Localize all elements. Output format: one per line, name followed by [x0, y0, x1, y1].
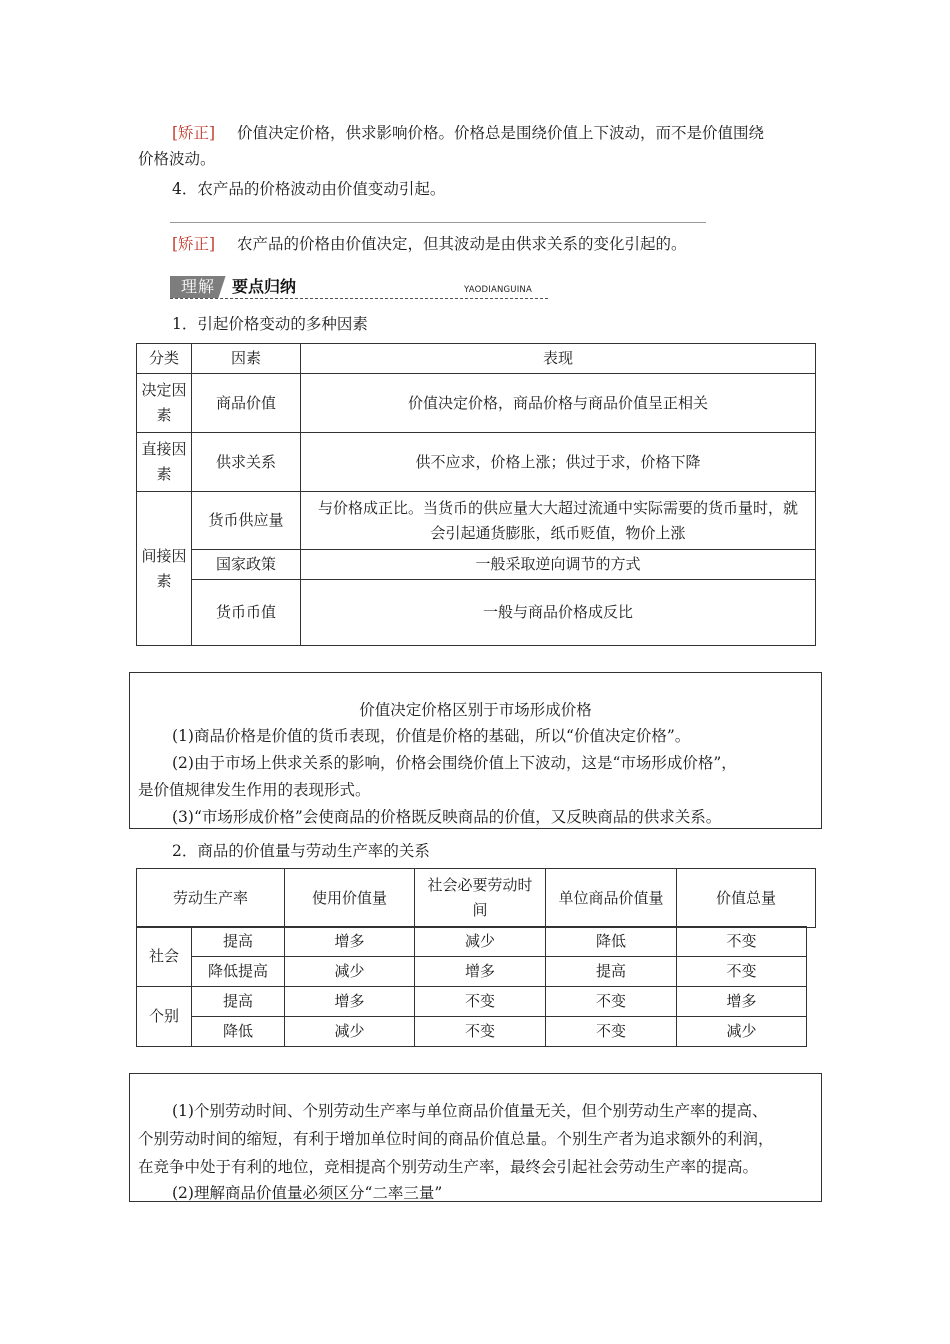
- table-header: 社会必要劳动时间: [415, 869, 546, 928]
- table-header: 因素: [192, 344, 301, 374]
- table-header: 表现: [301, 344, 816, 374]
- note-para-cont: 个别劳动时间的缩短，有利于增加单位时间的商品价值总量。个别生产者为追求额外的利润，: [138, 1130, 774, 1148]
- table-cell: 降低: [546, 927, 677, 957]
- table-header: 单位商品价值量: [546, 869, 677, 928]
- table-cell: 降低: [192, 1017, 285, 1047]
- correction-text-cont: 价格波动。: [138, 150, 216, 168]
- correction-tag: [矫正]: [172, 124, 216, 142]
- note-para-cont: 在竞争中处于有利的地位，竞相提高个别劳动生产率，最终会引起社会劳动生产率的提高。: [138, 1158, 759, 1176]
- table-cell: 增多: [415, 957, 546, 987]
- table-cell-category: 直接因素: [137, 433, 192, 492]
- note-box-productivity: [129, 1073, 822, 1202]
- table-cell: 不变: [415, 987, 546, 1017]
- table-cell: 提高: [546, 957, 677, 987]
- note-box-value-vs-market: [129, 672, 822, 829]
- section-title: 要点归纳: [232, 277, 297, 296]
- table-cell: 不变: [677, 957, 807, 987]
- table-cell: 减少: [415, 927, 546, 957]
- table-cell: 减少: [677, 1017, 807, 1047]
- price-factors-table: [136, 343, 816, 646]
- table-header: 使用价值量: [285, 869, 415, 928]
- table-cell: 增多: [285, 927, 415, 957]
- table-cell-category: 决定因素: [137, 374, 192, 433]
- productivity-table-body: [136, 926, 807, 1047]
- correction-4: [172, 231, 812, 257]
- note-para: (1)个别劳动时间、个别劳动生产率与单位商品价值量无关，但个别劳动生产率的提高、: [172, 1102, 768, 1120]
- correction-tag: [矫正]: [172, 235, 216, 253]
- note-para: (1)商品价格是价值的货币表现，价值是价格的基础，所以“价值决定价格”。: [172, 727, 691, 745]
- table-cell: 不变: [546, 987, 677, 1017]
- table-cell-factor: 货币币值: [192, 580, 301, 646]
- table-cell-desc: 供不应求，价格上涨；供过于求，价格下降: [301, 433, 816, 492]
- table-header: 价值总量: [677, 869, 816, 928]
- correction-3: [138, 120, 818, 172]
- part2-heading: 2．商品的价值量与劳动生产率的关系: [172, 842, 430, 860]
- answer-divider: [170, 222, 706, 223]
- correction-text: 农产品的价格由价值决定，但其波动是由供求关系的变化引起的。: [236, 235, 687, 253]
- section-header: [170, 275, 548, 299]
- note-para: (2)由于市场上供求关系的影响，价格会围绕价值上下波动，这是“市场形成价格”，: [172, 754, 737, 772]
- table-cell-desc: 一般与商品价格成反比: [301, 580, 816, 646]
- note-para: (3)“市场形成价格”会使商品的价格既反映商品的价值，又反映商品的供求关系。: [172, 808, 722, 826]
- table-cell-factor: 货币供应量: [192, 492, 301, 550]
- item-4: 4．农产品的价格波动由价值变动引起。: [172, 180, 446, 198]
- table-cell: 提高: [192, 927, 285, 957]
- table-cell: 增多: [285, 987, 415, 1017]
- table-cell: 降低提高: [192, 957, 285, 987]
- note-box-title: 价值决定价格区别于市场形成价格: [359, 701, 592, 719]
- table-cell: 不变: [415, 1017, 546, 1047]
- table-cell: 减少: [285, 1017, 415, 1047]
- correction-text: 价值决定价格，供求影响价格。价格总是围绕价值上下波动，而不是价值围绕: [236, 124, 764, 142]
- table-cell-desc: 与价格成正比。当货币的供应量大大超过流通中实际需要的货币量时，就会引起通货膨胀，纸币贬值，物价上涨: [301, 492, 816, 550]
- table-cell: 减少: [285, 957, 415, 987]
- table-cell-group: 个别: [137, 987, 192, 1047]
- section-tag: 理解: [170, 276, 226, 298]
- table-cell-desc: 一般采取逆向调节的方式: [301, 550, 816, 580]
- note-para-cont: 是价值规律发生作用的表现形式。: [138, 781, 371, 799]
- table-header: 分类: [137, 344, 192, 374]
- section-pinyin: YAODIANGUINA: [464, 285, 533, 295]
- table-cell: 提高: [192, 987, 285, 1017]
- section-underline: [170, 298, 548, 299]
- table-cell-category: 间接因素: [137, 492, 192, 646]
- note-para: (2)理解商品价值量必须区分“二率三量”: [172, 1184, 443, 1202]
- part1-heading: 1．引起价格变动的多种因素: [172, 315, 368, 333]
- table-cell-group: 社会: [137, 927, 192, 987]
- table-cell: 不变: [546, 1017, 677, 1047]
- table-cell-factor: 国家政策: [192, 550, 301, 580]
- table-cell: 不变: [677, 927, 807, 957]
- table-header: 劳动生产率: [137, 869, 285, 928]
- table-cell-factor: 商品价值: [192, 374, 301, 433]
- productivity-table-header: [136, 868, 816, 928]
- table-cell: 增多: [677, 987, 807, 1017]
- table-cell-factor: 供求关系: [192, 433, 301, 492]
- table-cell-desc: 价值决定价格，商品价格与商品价值呈正相关: [301, 374, 816, 433]
